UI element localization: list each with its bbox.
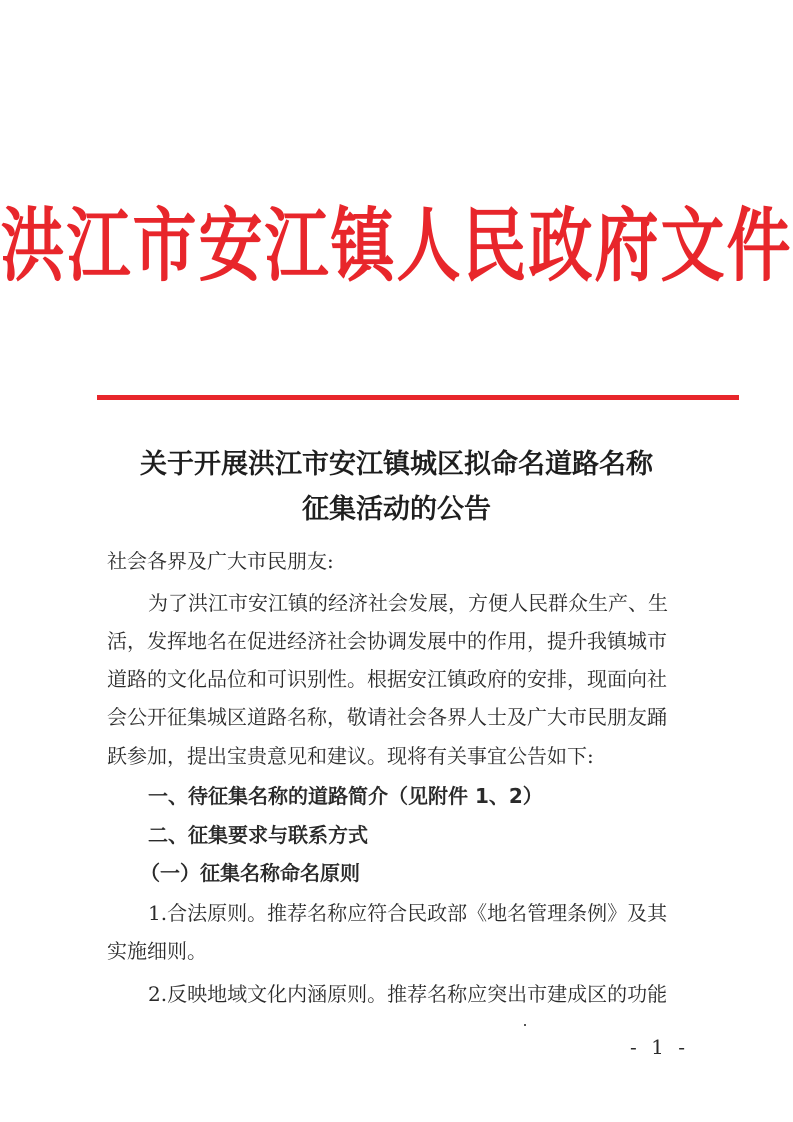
- section-1-heading: 一、待征集名称的道路简介（见附件 1、2）: [148, 784, 543, 808]
- rule-1-line-2: 实施细则。: [107, 939, 207, 963]
- scan-speck: [524, 1024, 526, 1026]
- intro-line-3: 道路的文化品位和可识别性。根据安江镇政府的安排，现面向社: [107, 667, 667, 691]
- rule-2-line-1: 2.反映地域文化内涵原则。推荐名称应突出市建成区的功能: [148, 982, 668, 1006]
- masthead-title: 洪江市安江镇人民政府文件: [0, 199, 793, 294]
- intro-line-5: 跃参加，提出宝贵意见和建议。现将有关事宜公告如下:: [107, 744, 594, 768]
- notice-title-line-2: 征集活动的公告: [302, 494, 491, 525]
- rule-1-line-1: 1.合法原则。推荐名称应符合民政部《地名管理条例》及其: [148, 901, 668, 925]
- intro-line-4: 会公开征集城区道路名称，敬请社会各界人士及广大市民朋友踊: [107, 705, 667, 729]
- intro-line-1: 为了洪江市安江镇的经济社会发展，方便人民群众生产、生: [148, 591, 668, 615]
- section-2-heading: 二、征集要求与联系方式: [148, 823, 368, 847]
- subsection-1-heading: （一）征集名称命名原则: [140, 861, 360, 885]
- page-number: - 1 -: [630, 1035, 689, 1059]
- red-divider-line: [97, 395, 739, 400]
- intro-line-2: 活，发挥地名在促进经济社会协调发展中的作用，提升我镇城市: [107, 629, 667, 653]
- notice-title-line-1: 关于开展洪江市安江镇城区拟命名道路名称: [140, 449, 653, 480]
- salutation: 社会各界及广大市民朋友:: [107, 549, 334, 573]
